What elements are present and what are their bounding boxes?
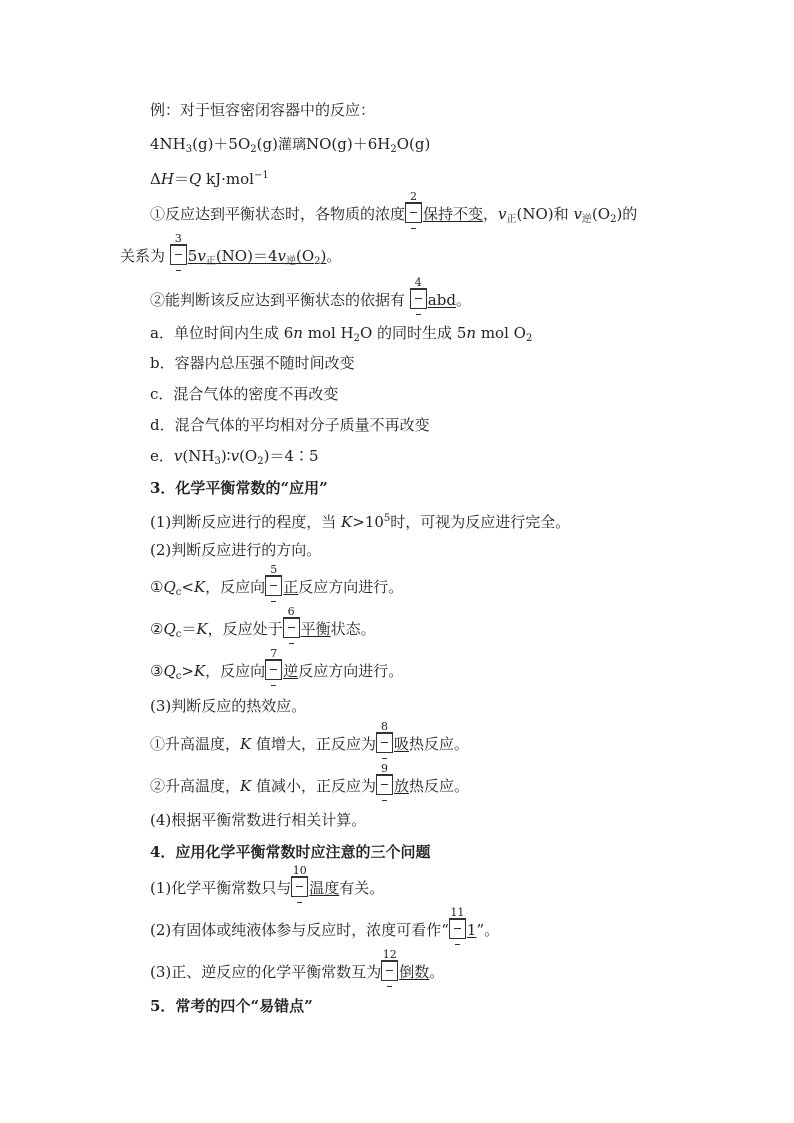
answer-text: 倒数: [399, 963, 430, 981]
section-heading-4: 4．应用化学平衡常数时应注意的三个问题: [150, 843, 431, 861]
blank-box: 12: [381, 960, 398, 981]
direction-3: $③Q_c>K$，反应向 7 逆反应方向进行。: [150, 659, 403, 687]
blank-box: 10: [291, 876, 308, 897]
answer-text: 吸: [394, 735, 410, 753]
blank-box: 4: [410, 288, 427, 309]
section-heading-5: 5．常考的四个“易错点”: [150, 997, 313, 1015]
answer-text: abd: [427, 291, 456, 309]
option-d: d．混合气体的平均相对分子质量不再改变: [150, 416, 430, 434]
point-4: (4)根据平衡常数进行相关计算。: [150, 811, 367, 829]
blank-box: 8: [376, 732, 393, 753]
answer-text: 正: [283, 578, 299, 596]
point-3: (3)判断反应的热效应。: [150, 697, 307, 715]
blank-box: 6: [283, 617, 300, 638]
reaction-equation: $4NH_3(g)+5O_2(g)$灌璃$NO(g)+6H_2O(g)$: [150, 135, 431, 155]
answer-text: 逆: [283, 662, 299, 680]
blank-box: 9: [376, 774, 393, 795]
answer-text: 放: [394, 777, 410, 795]
direction-2: $②Q_c=K$，反应处于 6 平衡状态。: [150, 617, 376, 645]
thermal-2: ②升高温度，K 值减小，正反应为 9 放热反应。: [150, 774, 469, 796]
note-3: (3)正、逆反应的化学平衡常数互为 12 倒数。: [150, 960, 444, 982]
answer-text: 保持不变: [423, 205, 484, 223]
direction-1: $①Q_c<K$，反应向 5 正反应方向进行。: [150, 575, 403, 603]
enthalpy-line: ΔH＝Q kJ·mol$^{-1}$: [150, 170, 269, 188]
question-1-line1: ①反应达到平衡状态时，各物质的浓度 2 保持不变，$v_正(NO)$和 $v_逆(O_2)$的: [150, 202, 637, 230]
point-2: (2)判断反应进行的方向。: [150, 541, 322, 559]
answer-text: $5v_正(NO)=4v_逆(O_2)$: [187, 247, 327, 267]
blank-box: 7: [265, 659, 282, 680]
option-a: a．单位时间内生成 6n mol $H_2O$ 的同时生成 5n mol $O_2$: [150, 324, 533, 344]
thermal-1: ①升高温度，K 值增大，正反应为 8 吸热反应。: [150, 732, 469, 754]
example-intro: 例：对于恒容密闭容器中的反应：: [150, 101, 376, 119]
option-b: b．容器内总压强不随时间改变: [150, 354, 355, 372]
question-1-line2: 关系为 3 $5v_正(NO)=4v_逆(O_2)$。: [120, 244, 341, 272]
section-heading-3: 3．化学平衡常数的“应用”: [150, 479, 328, 497]
blank-box: 3: [170, 244, 187, 265]
blank-box: 5: [265, 575, 282, 596]
option-e: e．$v(NH_3)∶v(O_2)=4∶5$: [150, 447, 319, 467]
point-1: (1)判断反应进行的程度，当 $K>10^5$时，可视为反应进行完全。: [150, 513, 571, 531]
option-c: c．混合气体的密度不再改变: [150, 385, 339, 403]
question-2: ②能判断该反应达到平衡状态的依据有 4 abd。: [150, 288, 471, 310]
blank-box: 2: [405, 202, 422, 223]
answer-text: 1: [466, 921, 477, 939]
answer-text: 平衡: [300, 620, 331, 638]
blank-box: 11: [449, 918, 466, 939]
note-1: (1)化学平衡常数只与 10 温度有关。: [150, 876, 384, 898]
note-2: (2)有固体或纯液体参与反应时，浓度可看作“ 11 1”。: [150, 918, 499, 940]
answer-text: 温度: [309, 879, 340, 897]
